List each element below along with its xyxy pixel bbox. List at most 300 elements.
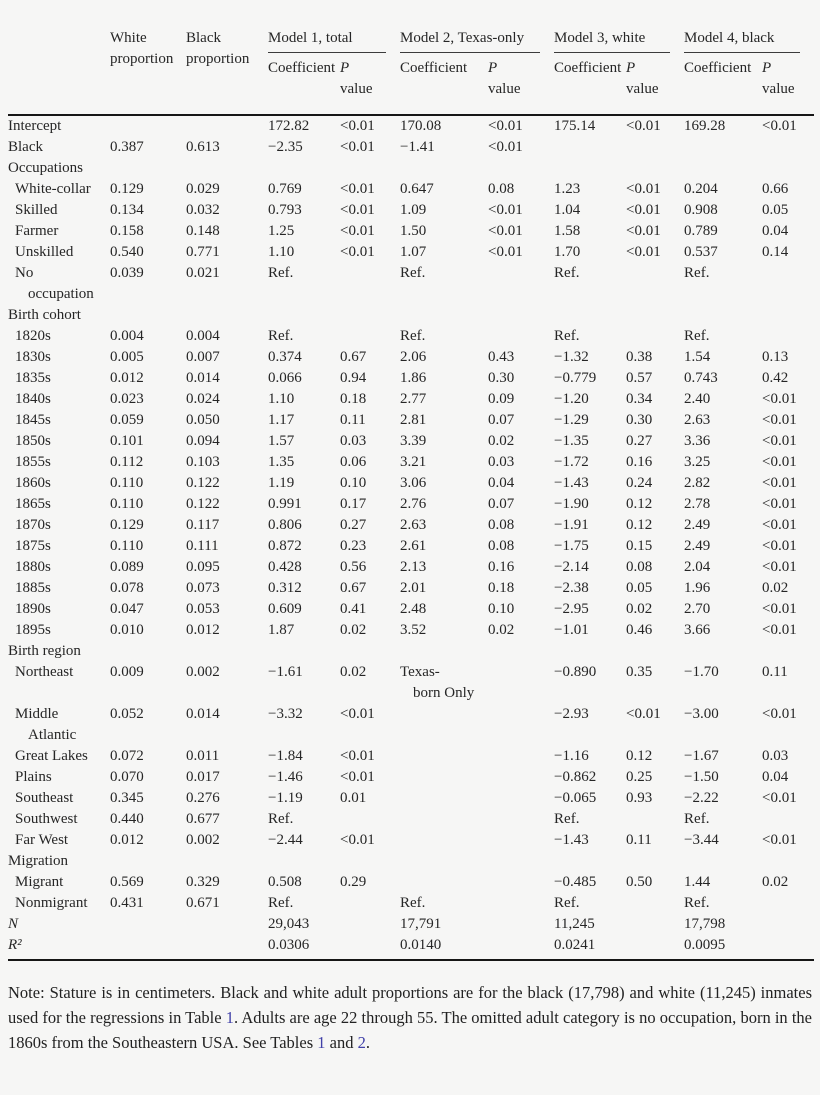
cell: 0.012 <box>110 370 144 386</box>
cell: 2.13 <box>400 559 427 575</box>
cell: 2.76 <box>400 496 427 512</box>
cell: <0.01 <box>340 748 375 764</box>
cell: 0.014 <box>186 706 220 722</box>
cell: 0.613 <box>186 139 220 155</box>
table-header <box>8 28 814 115</box>
cell <box>554 137 626 158</box>
cell <box>400 704 488 746</box>
cell <box>488 662 554 704</box>
cell: 1.09 <box>400 202 427 218</box>
row-label: Great Lakes <box>15 748 88 764</box>
cell: −2.14 <box>554 559 589 575</box>
cell: 0.02 <box>626 601 653 617</box>
cell: 0.053 <box>186 601 220 617</box>
cell: Ref. <box>400 265 426 281</box>
cell: 0.12 <box>626 496 653 512</box>
cell: 0.012 <box>110 832 144 848</box>
cell: 0.089 <box>110 559 144 575</box>
cell: 0.02 <box>762 580 789 596</box>
cell: 0.05 <box>626 580 653 596</box>
cell: 0.0241 <box>554 935 626 960</box>
cell <box>488 767 554 788</box>
cell: 175.14 <box>554 118 596 134</box>
coefficient-header: Coefficient <box>400 55 488 115</box>
cell: 3.39 <box>400 433 427 449</box>
cell: −1.19 <box>268 790 303 806</box>
cell: Ref. <box>400 328 426 344</box>
cell <box>110 935 186 960</box>
cell: 2.01 <box>400 580 427 596</box>
cell: 0.111 <box>186 538 219 554</box>
cell: −0.065 <box>554 790 597 806</box>
cell: −1.41 <box>400 139 435 155</box>
cell: 170.08 <box>400 118 442 134</box>
cell: 0.08 <box>488 181 515 197</box>
section-row <box>8 851 814 872</box>
cell: <0.01 <box>626 706 661 722</box>
cell: 0.08 <box>488 517 515 533</box>
table-row <box>8 809 814 830</box>
cell <box>110 914 186 935</box>
section-row <box>8 158 814 179</box>
cell <box>626 809 684 830</box>
row-label: Northeast <box>15 664 74 680</box>
header-row-models <box>8 28 814 55</box>
note-text: . <box>365 1033 370 1052</box>
cell: 0.02 <box>488 433 515 449</box>
row-label: Migration <box>8 853 68 869</box>
row-label: Skilled <box>15 202 58 218</box>
cell: −0.890 <box>554 664 597 680</box>
cell: <0.01 <box>340 118 375 134</box>
cell <box>340 914 400 935</box>
section-row <box>8 641 814 662</box>
cell: 0.029 <box>186 181 220 197</box>
cell: <0.01 <box>762 517 797 533</box>
table-row <box>8 536 814 557</box>
cell: 0.158 <box>110 223 144 239</box>
cell: 0.345 <box>110 790 144 806</box>
cell: 0.101 <box>110 433 144 449</box>
table-row <box>8 368 814 389</box>
row-label: Intercept <box>8 118 62 134</box>
row-label: Occupations <box>8 160 83 176</box>
cell: 3.06 <box>400 475 427 491</box>
cell: 0.039 <box>110 265 144 281</box>
cell <box>400 746 488 767</box>
cell: 3.66 <box>684 622 711 638</box>
cell: 0.02 <box>340 622 367 638</box>
cell: 0.93 <box>626 790 653 806</box>
cell: 0.67 <box>340 580 367 596</box>
cell: 0.005 <box>110 349 144 365</box>
cell: 0.908 <box>684 202 718 218</box>
cell: 0.67 <box>340 349 367 365</box>
table-row <box>8 431 814 452</box>
cell <box>110 115 186 137</box>
cell: <0.01 <box>762 433 797 449</box>
cell: 0.148 <box>186 223 220 239</box>
cell <box>340 935 400 960</box>
cell <box>488 788 554 809</box>
cell <box>340 809 400 830</box>
cell: 0.771 <box>186 244 220 260</box>
white-proportion-header: White proportion <box>110 28 186 115</box>
cell: 0.806 <box>268 517 302 533</box>
cell: 0.002 <box>186 664 220 680</box>
cell <box>488 746 554 767</box>
cell: 0.15 <box>626 538 653 554</box>
cell: 0.052 <box>110 706 144 722</box>
cell: 0.671 <box>186 895 220 911</box>
cell: 0.014 <box>186 370 220 386</box>
table-row <box>8 200 814 221</box>
cell: 2.81 <box>400 412 427 428</box>
cell: 1.10 <box>268 391 295 407</box>
note-table-link[interactable]: 2 <box>357 1033 366 1052</box>
cell: <0.01 <box>626 118 661 134</box>
cell: 0.110 <box>110 475 144 491</box>
row-label: Migrant <box>15 874 64 890</box>
table-row <box>8 704 814 746</box>
table-row <box>8 515 814 536</box>
cell <box>488 935 554 960</box>
cell <box>488 809 554 830</box>
cell: 2.63 <box>684 412 711 428</box>
row-label: Far West <box>15 832 69 848</box>
cell: −0.862 <box>554 769 597 785</box>
cell: 2.61 <box>400 538 427 554</box>
cell: <0.01 <box>626 244 661 260</box>
cell: 1.50 <box>400 223 427 239</box>
cell: <0.01 <box>762 790 797 806</box>
cell: 0.56 <box>340 559 367 575</box>
cell: <0.01 <box>762 601 797 617</box>
cell: −2.22 <box>684 790 719 806</box>
cell: −1.91 <box>554 517 589 533</box>
cell: 0.329 <box>186 874 220 890</box>
table-row <box>8 179 814 200</box>
cell: 0.04 <box>488 475 515 491</box>
cell: 0.072 <box>110 748 144 764</box>
row-label: N <box>8 916 19 932</box>
cell: Ref. <box>268 265 294 281</box>
row-label: R² <box>8 935 110 960</box>
cell: 0.0306 <box>268 935 340 960</box>
table-row <box>8 389 814 410</box>
cell: 0.11 <box>626 832 652 848</box>
cell: 0.428 <box>268 559 302 575</box>
cell: 17,798 <box>684 916 726 932</box>
cell: 0.023 <box>110 391 144 407</box>
cell: 0.050 <box>186 412 220 428</box>
cell <box>340 326 400 347</box>
cell: 0.07 <box>488 496 515 512</box>
cell <box>762 914 814 935</box>
table-row <box>8 473 814 494</box>
cell: 3.36 <box>684 433 711 449</box>
cell <box>488 914 554 935</box>
row-label: Birth cohort <box>8 307 81 323</box>
cell <box>762 263 814 305</box>
cell: 0.01 <box>340 790 367 806</box>
cell: 0.059 <box>110 412 144 428</box>
table-body <box>8 115 814 960</box>
cell: 0.122 <box>186 475 220 491</box>
cell: −0.779 <box>554 370 597 386</box>
table-row <box>8 242 814 263</box>
cell: 2.63 <box>400 517 427 533</box>
cell: 0.11 <box>762 664 788 680</box>
cell: −1.70 <box>684 664 719 680</box>
cell: 1.86 <box>400 370 427 386</box>
note <box>8 980 814 1055</box>
cell: 0.94 <box>340 370 367 386</box>
cell: 0.02 <box>488 622 515 638</box>
table-row <box>8 935 814 960</box>
cell: 2.77 <box>400 391 427 407</box>
table-row <box>8 788 814 809</box>
table-row <box>8 767 814 788</box>
table-row <box>8 263 814 305</box>
cell: Ref. <box>268 895 294 911</box>
cell: Ref. <box>268 811 294 827</box>
cell: 0.012 <box>186 622 220 638</box>
cell: −1.43 <box>554 832 589 848</box>
cell: 1.44 <box>684 874 711 890</box>
cell <box>488 830 554 851</box>
cell: 0.14 <box>762 244 789 260</box>
cell: <0.01 <box>340 139 375 155</box>
cell: 0.03 <box>340 433 367 449</box>
cell: 2.48 <box>400 601 427 617</box>
cell: 0.29 <box>340 874 367 890</box>
row-label: 1845s <box>15 412 51 428</box>
cell: 0.11 <box>340 412 366 428</box>
cell: 1.87 <box>268 622 295 638</box>
cell: Ref. <box>684 895 710 911</box>
table-row <box>8 830 814 851</box>
cell: 0.18 <box>488 580 515 596</box>
cell: 1.70 <box>554 244 581 260</box>
cell: 0.009 <box>110 664 144 680</box>
row-label: 1840s <box>15 391 51 407</box>
cell: 11,245 <box>554 916 595 932</box>
cell: 0.30 <box>488 370 515 386</box>
cell: 0.440 <box>110 811 144 827</box>
cell <box>488 326 554 347</box>
note-table-link[interactable]: 1 <box>317 1033 326 1052</box>
cell: <0.01 <box>762 412 797 428</box>
row-label: 1850s <box>15 433 51 449</box>
cell: 0.431 <box>110 895 144 911</box>
row-label: 1855s <box>15 454 51 470</box>
cell: Ref. <box>268 328 294 344</box>
cell: <0.01 <box>762 496 797 512</box>
cell: −2.93 <box>554 706 589 722</box>
cell: 2.78 <box>684 496 711 512</box>
cell <box>762 326 814 347</box>
cell: Ref. <box>684 328 710 344</box>
cell: 0.002 <box>186 832 220 848</box>
cell: <0.01 <box>762 706 797 722</box>
cell: −1.84 <box>268 748 303 764</box>
regression-table <box>8 28 814 961</box>
cell: −1.35 <box>554 433 589 449</box>
row-label-header <box>8 28 110 115</box>
cell: <0.01 <box>626 181 661 197</box>
row-label: Southeast <box>15 790 74 806</box>
cell: −1.61 <box>268 664 303 680</box>
cell: 2.49 <box>684 538 711 554</box>
cell: 0.12 <box>626 748 653 764</box>
row-label: Birth region <box>8 643 81 659</box>
cell: 2.06 <box>400 349 427 365</box>
cell: 0.047 <box>110 601 144 617</box>
cell: 0.122 <box>186 496 220 512</box>
cell <box>400 809 488 830</box>
coefficient-header: Coefficient <box>684 55 762 115</box>
note-table-link[interactable]: 1 <box>225 1008 234 1027</box>
cell: 0.789 <box>684 223 718 239</box>
cell: 0.09 <box>488 391 515 407</box>
cell: <0.01 <box>340 769 375 785</box>
cell: 0.23 <box>340 538 367 554</box>
table-row <box>8 137 814 158</box>
row-label: 1875s <box>15 538 51 554</box>
cell: 0.0095 <box>684 935 762 960</box>
cell <box>340 893 400 914</box>
cell: 0.537 <box>684 244 718 260</box>
cell: 1.25 <box>268 223 295 239</box>
cell: <0.01 <box>340 202 375 218</box>
cell: 0.04 <box>762 223 789 239</box>
cell: <0.01 <box>488 139 523 155</box>
cell: 0.276 <box>186 790 220 806</box>
cell: 0.032 <box>186 202 220 218</box>
cell: 0.16 <box>488 559 515 575</box>
row-label: No occupation <box>15 265 94 302</box>
cell: 169.28 <box>684 118 726 134</box>
table-row <box>8 557 814 578</box>
cell: Ref. <box>554 265 580 281</box>
row-label: White-collar <box>15 181 91 197</box>
table-row <box>8 494 814 515</box>
cell: 0.095 <box>186 559 220 575</box>
cell: 0.070 <box>110 769 144 785</box>
cell: 0.35 <box>626 664 653 680</box>
p-value-header: P value <box>488 55 554 115</box>
cell: <0.01 <box>762 622 797 638</box>
cell: 0.647 <box>400 181 434 197</box>
cell: 0.508 <box>268 874 302 890</box>
p-value-header: P value <box>340 55 400 115</box>
cell: −1.20 <box>554 391 589 407</box>
cell: −2.95 <box>554 601 589 617</box>
cell: −3.32 <box>268 706 303 722</box>
row-label: Nonmigrant <box>15 895 88 911</box>
cell: 3.52 <box>400 622 427 638</box>
row-label: 1865s <box>15 496 51 512</box>
cell <box>626 326 684 347</box>
cell: −1.32 <box>554 349 589 365</box>
cell: 0.16 <box>626 454 653 470</box>
cell: 0.387 <box>110 139 144 155</box>
cell: 1.57 <box>268 433 295 449</box>
row-label: 1895s <box>15 622 51 638</box>
cell: 0.112 <box>110 454 144 470</box>
cell: 0.007 <box>186 349 220 365</box>
cell <box>400 872 488 893</box>
cell <box>400 767 488 788</box>
table-row <box>8 452 814 473</box>
table-row <box>8 221 814 242</box>
cell: 0.677 <box>186 811 220 827</box>
cell: 0.30 <box>626 412 653 428</box>
cell: Ref. <box>684 811 710 827</box>
cell: <0.01 <box>762 559 797 575</box>
cell: −1.90 <box>554 496 589 512</box>
table-row <box>8 914 814 935</box>
cell <box>186 914 268 935</box>
cell <box>762 893 814 914</box>
cell: −1.75 <box>554 538 589 554</box>
cell: 0.10 <box>488 601 515 617</box>
black-proportion-header: Black proportion <box>186 28 268 115</box>
row-label: Middle Atlantic <box>15 706 77 743</box>
p-value-header: P value <box>762 55 814 115</box>
cell: 1.10 <box>268 244 295 260</box>
cell: −2.35 <box>268 139 303 155</box>
cell: 0.12 <box>626 517 653 533</box>
cell: 0.02 <box>762 874 789 890</box>
cell: 3.21 <box>400 454 427 470</box>
cell: 0.010 <box>110 622 144 638</box>
table-row <box>8 893 814 914</box>
cell: −1.67 <box>684 748 719 764</box>
row-label: Farmer <box>15 223 59 239</box>
cell: 0.017 <box>186 769 220 785</box>
cell: 0.03 <box>488 454 515 470</box>
cell: 3.25 <box>684 454 711 470</box>
cell: 0.609 <box>268 601 302 617</box>
table-row <box>8 599 814 620</box>
table-row <box>8 326 814 347</box>
cell: 0.004 <box>186 328 220 344</box>
cell: 0.872 <box>268 538 302 554</box>
cell: 0.08 <box>626 559 653 575</box>
cell: 0.103 <box>186 454 220 470</box>
cell: Ref. <box>554 895 580 911</box>
model3-header: Model 3, white <box>554 28 684 55</box>
cell: 1.58 <box>554 223 581 239</box>
cell: 0.27 <box>340 517 367 533</box>
cell: 0.078 <box>110 580 144 596</box>
row-label: 1890s <box>15 601 51 617</box>
cell <box>626 137 684 158</box>
cell: 0.38 <box>626 349 653 365</box>
cell: 1.19 <box>268 475 295 491</box>
section-row <box>8 305 814 326</box>
cell: 0.793 <box>268 202 302 218</box>
cell: 2.04 <box>684 559 711 575</box>
cell: <0.01 <box>762 538 797 554</box>
cell: −2.44 <box>268 832 303 848</box>
cell: −1.01 <box>554 622 589 638</box>
cell <box>762 809 814 830</box>
row-label: Plains <box>15 769 52 785</box>
cell <box>626 935 684 960</box>
